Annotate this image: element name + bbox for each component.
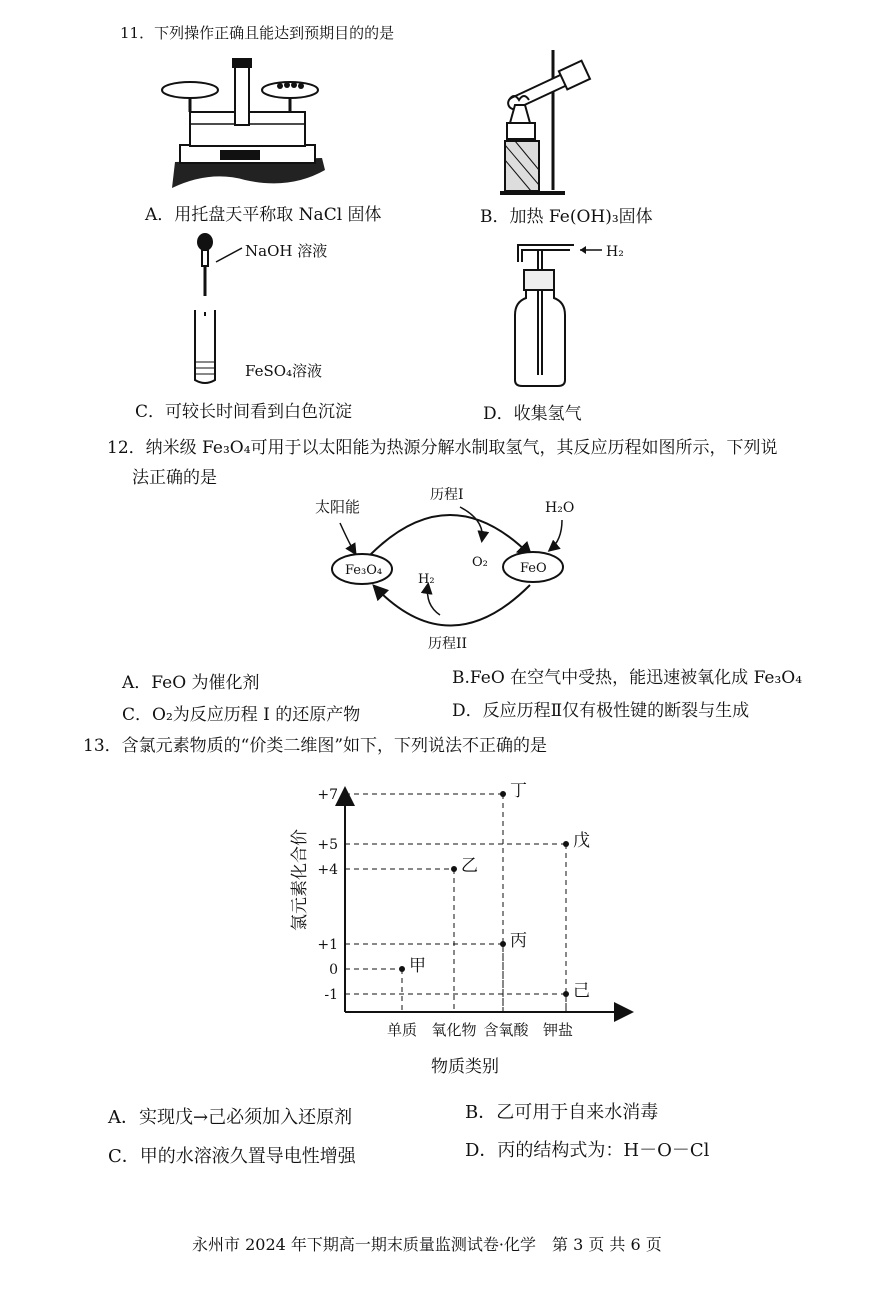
feo-label: FeO (520, 561, 547, 576)
y-tick-label: +1 (317, 937, 338, 953)
balance-figure (150, 50, 340, 195)
process2-label: 历程II (428, 636, 468, 652)
y-tick-label: +5 (317, 837, 338, 853)
y-axis-label: 氯元素化合价 (290, 829, 310, 931)
y-tick-label: 0 (329, 962, 338, 978)
data-point-label: 丁 (510, 781, 527, 801)
data-point (563, 991, 569, 997)
x-category-label: 含氧酸 (483, 1021, 529, 1039)
q13-option-b[interactable]: B．乙可用于自来水消毒 (465, 1102, 659, 1123)
data-point-label: 甲 (409, 956, 426, 976)
gas-bottle-figure (510, 240, 630, 390)
process1-label: 历程I (430, 487, 464, 503)
q13-option-c[interactable]: C．甲的水溶液久置导电性增强 (108, 1146, 356, 1167)
q11-option-d[interactable]: D．收集氢气 (483, 404, 582, 424)
naoh-label: NaOH 溶液 (245, 242, 328, 260)
q13-option-a[interactable]: A．实现戊→己必须加入还原剂 (108, 1107, 353, 1128)
data-point-label: 戊 (573, 831, 590, 851)
o2-label: O₂ (472, 555, 488, 570)
q12-stem-line1: 12．纳米级 Fe₃O₄可用于以太阳能为热源分解水制取氢气，其反应历程如图所示，下列说 (107, 438, 778, 458)
data-point (500, 791, 506, 797)
fe3o4-label: Fe₃O₄ (345, 563, 383, 578)
reaction-cycle-diagram (300, 485, 610, 655)
y-tick-label: +4 (317, 862, 338, 878)
q11-option-b[interactable]: B．加热 Fe(OH)₃固体 (480, 207, 653, 227)
q13-stem: 13．含氯元素物质的“价类二维图”如下，下列说法不正确的是 (83, 736, 548, 756)
data-point (563, 841, 569, 847)
y-tick-label: +7 (317, 787, 338, 803)
q11-option-c[interactable]: C．可较长时间看到白色沉淀 (135, 402, 353, 422)
q12-option-d[interactable]: D．反应历程Ⅱ仅有极性键的断裂与生成 (452, 701, 750, 721)
water-label: H₂O (545, 500, 575, 516)
data-point (399, 966, 405, 972)
q12-stem-line2: 法正确的是 (132, 468, 217, 488)
q12-option-b[interactable]: B.FeO 在空气中受热，能迅速被氧化成 Fe₃O₄ (452, 668, 803, 688)
x-category-label: 单质 (386, 1021, 418, 1039)
solar-label: 太阳能 (315, 498, 361, 516)
q13-option-d[interactable]: D．丙的结构式为：H－O－Cl (465, 1140, 710, 1161)
x-category-label: 氧化物 (431, 1021, 477, 1039)
h2-diagram-label: H₂ (418, 572, 435, 587)
feso4-label: FeSO₄溶液 (245, 362, 323, 380)
q11-option-a[interactable]: A．用托盘天平称取 NaCl 固体 (145, 205, 382, 225)
q11-stem: 11．下列操作正确且能达到预期目的的是 (120, 24, 395, 42)
heating-figure (495, 45, 605, 200)
valence-class-chart (280, 780, 640, 1080)
y-tick-label: -1 (324, 987, 338, 1003)
data-point-label: 己 (573, 981, 590, 1001)
q12-option-a[interactable]: A．FeO 为催化剂 (122, 673, 260, 693)
page-footer: 永州市 2024 年下期高一期末质量监测试卷·化学 第 3 页 共 6 页 (192, 1235, 662, 1254)
h2-label: H₂ (606, 244, 624, 260)
data-point (451, 866, 457, 872)
q12-option-c[interactable]: C．O₂为反应历程 I 的还原产物 (122, 705, 361, 725)
data-point-label: 乙 (461, 856, 478, 876)
data-point-label: 丙 (510, 931, 527, 951)
x-axis-label: 物质类别 (431, 1057, 499, 1077)
x-category-label: 钾盐 (542, 1021, 574, 1039)
